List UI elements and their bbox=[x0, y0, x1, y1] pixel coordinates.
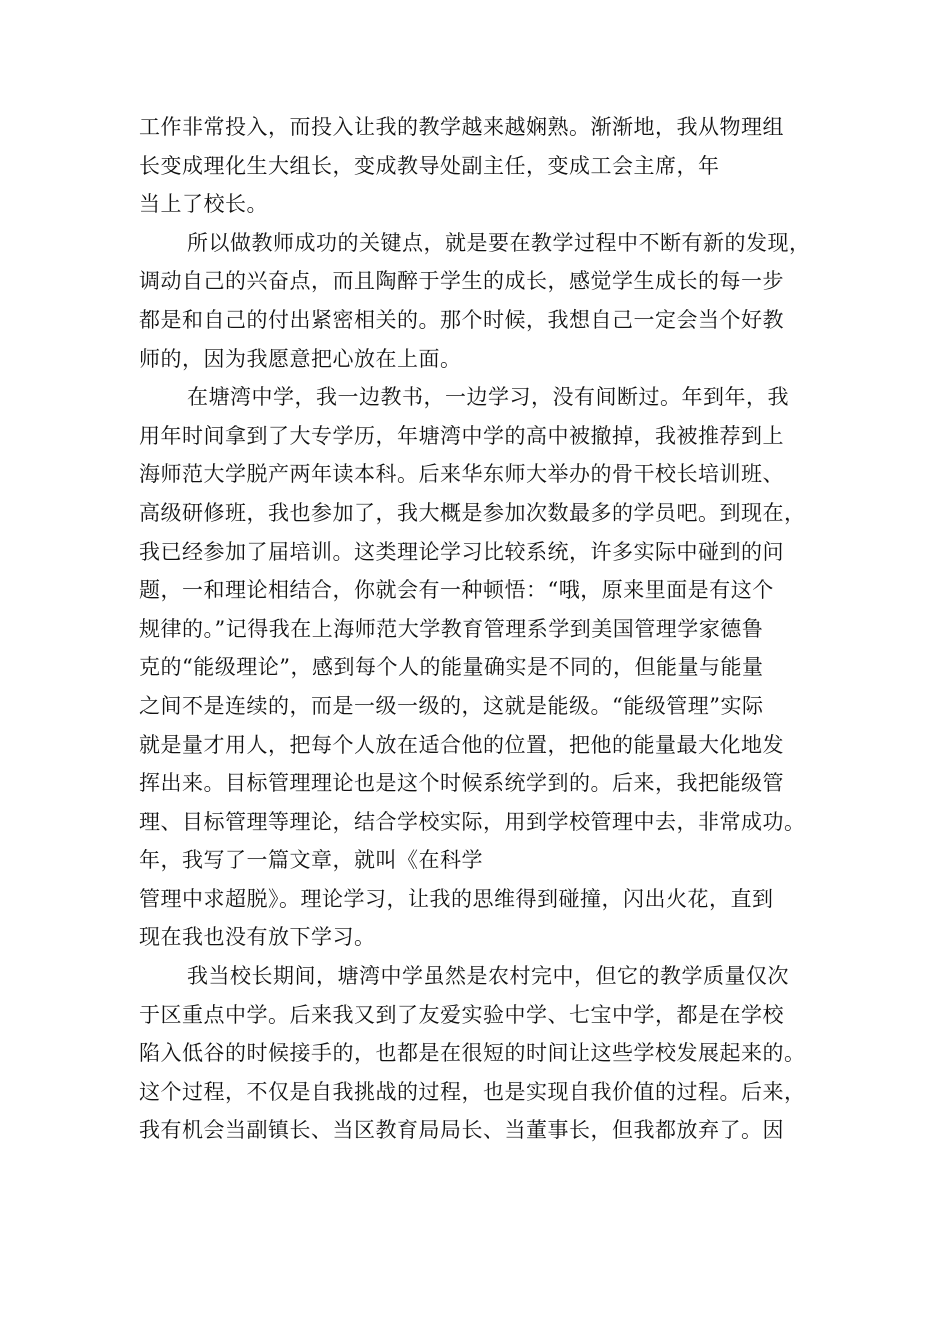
text-line: 海师范大学脱产两年读本科。后来华东师大举办的骨干校长培训班、 bbox=[139, 462, 784, 487]
text-line: 高级研修班，我也参加了，我大概是参加次数最多的学员吧。到现在， bbox=[139, 500, 806, 525]
text-line: 我已经参加了届培训。这类理论学习比较系统，许多实际中碰到的问 bbox=[139, 539, 784, 564]
text-line: 这个过程，不仅是自我挑战的过程，也是实现自我价值的过程。后来， bbox=[139, 1079, 806, 1104]
text-line: 在塘湾中学，我一边教书，一边学习，没有间断过。年到年，我 bbox=[187, 385, 789, 410]
text-line: 都是和自己的付出紧密相关的。那个时候，我想自己一定会当个好教 bbox=[139, 307, 784, 332]
text-line: 用年时间拿到了大专学历，年塘湾中学的高中被撤掉，我被推荐到上 bbox=[139, 423, 784, 448]
text-line: 就是量才用人，把每个人放在适合他的位置，把他的能量最大化地发 bbox=[139, 732, 784, 757]
text-line: 工作非常投入，而投入让我的教学越来越娴熟。渐渐地，我从物理组 bbox=[139, 115, 784, 139]
text-line: 挥出来。目标管理理论也是这个时候系统学到的。后来，我把能级管 bbox=[139, 771, 784, 796]
text-line: 当上了校长。 bbox=[139, 192, 268, 217]
text-line: 理、目标管理等理论，结合学校实际，用到学校管理中去，非常成功。 bbox=[139, 809, 806, 834]
text-line: 之间不是连续的，而是一级一级的，这就是能级。“能级管理”实际 bbox=[139, 693, 764, 718]
text-line: 我有机会当副镇长、当区教育局局长、当董事长，但我都放弃了。因 bbox=[139, 1118, 784, 1143]
text-line: 所以做教师成功的关键点，就是要在教学过程中不断有新的发现， bbox=[187, 230, 811, 255]
text-line: 于区重点中学。后来我又到了友爱实验中学、七宝中学，都是在学校 bbox=[139, 1002, 784, 1027]
text-line: 题，一和理论相结合，你就会有一种顿悟：“哦，原来里面是有这个 bbox=[139, 578, 774, 603]
text-line: 管理中求超脱》。理论学习，让我的思维得到碰撞，闪出火花，直到 bbox=[139, 886, 774, 911]
text-line: 年，我写了一篇文章，就叫《在科学 bbox=[139, 848, 483, 873]
text-line: 我当校长期间，塘湾中学虽然是农村完中，但它的教学质量仅次 bbox=[187, 964, 789, 989]
text-line: 陷入低谷的时候接手的，也都是在很短的时间让这些学校发展起来的。 bbox=[139, 1041, 806, 1066]
text-line: 调动自己的兴奋点，而且陶醉于学生的成长，感觉学生成长的每一步 bbox=[139, 269, 784, 294]
text-line: 规律的。”记得我在上海师范大学教育管理系学到美国管理学家德鲁 bbox=[139, 616, 764, 641]
text-line: 克的“能级理论”，感到每个人的能量确实是不同的，但能量与能量 bbox=[139, 655, 764, 680]
text-line: 长变成理化生大组长，变成教导处副主任，变成工会主席，年 bbox=[139, 153, 720, 178]
text-line: 师的，因为我愿意把心放在上面。 bbox=[139, 346, 462, 371]
text-line: 现在我也没有放下学习。 bbox=[139, 925, 376, 950]
body-text bbox=[139, 108, 839, 1150]
